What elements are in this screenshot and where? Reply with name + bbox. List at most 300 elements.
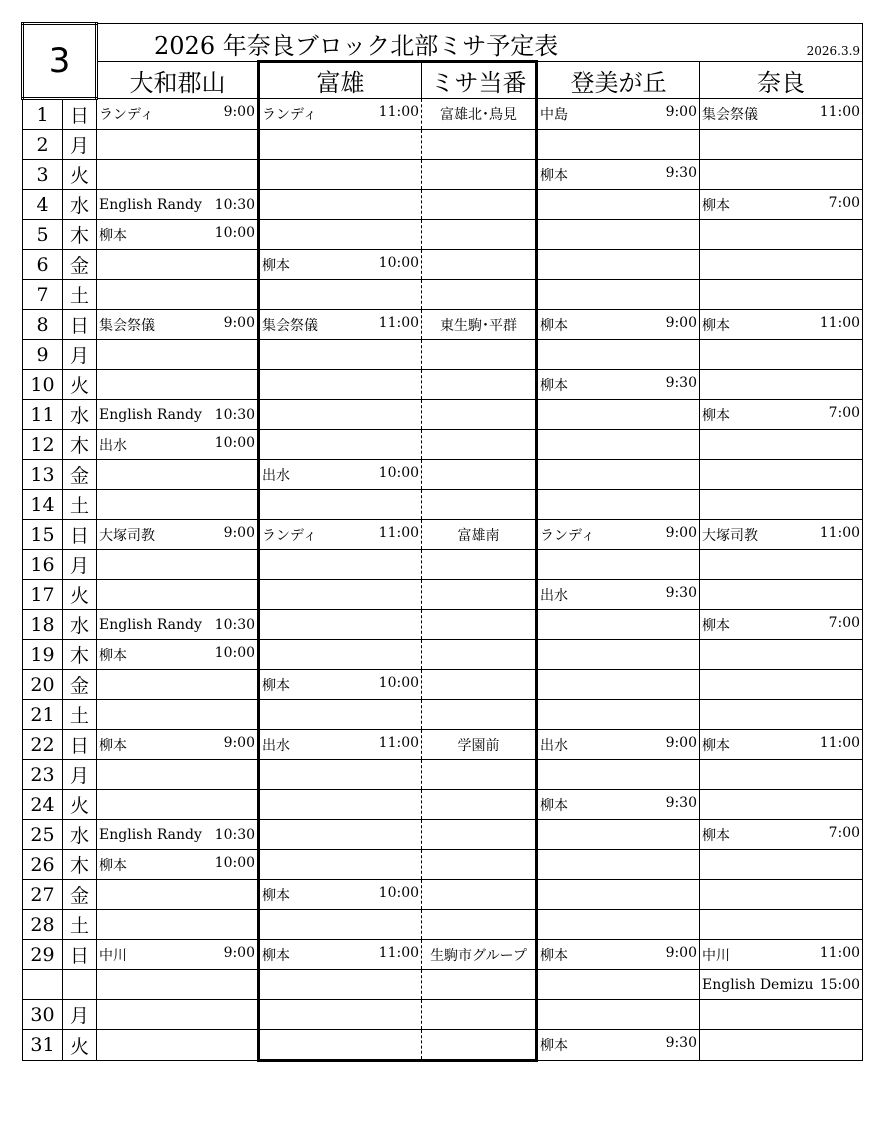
mass-entry — [97, 407, 257, 423]
day-number: 20 — [23, 670, 63, 700]
celebrant: 柳本 — [540, 1038, 569, 1054]
mass-entry — [260, 255, 421, 275]
cell-duty — [422, 550, 537, 580]
mass-entry — [700, 977, 862, 993]
table-row — [23, 99, 863, 130]
cell-tomigaoka — [537, 400, 700, 430]
title-bar — [97, 24, 863, 62]
celebrant: ランディ — [262, 527, 317, 544]
cell-duty — [422, 820, 537, 850]
mass-time: 10:00 — [214, 434, 256, 451]
cell-yamatokoriyama — [97, 1030, 259, 1061]
table-row — [23, 550, 863, 580]
cell-tomio — [259, 99, 422, 130]
celebrant: 柳本 — [540, 377, 569, 394]
cell-tomigaoka — [537, 430, 700, 460]
mass-entry — [260, 675, 421, 695]
cell-yamatokoriyama — [97, 610, 259, 640]
cell-yamatokoriyama — [97, 820, 259, 850]
mass-time: 11:00 — [819, 104, 861, 120]
cell-tomio — [259, 1000, 422, 1030]
celebrant: 柳本 — [702, 617, 731, 634]
mass-entry — [97, 855, 257, 875]
cell-duty — [422, 670, 537, 700]
celebrant: 出水 — [262, 467, 291, 484]
mass-time: 9:00 — [223, 944, 256, 961]
cell-duty — [422, 400, 537, 430]
day-number: 16 — [23, 550, 63, 580]
celebrant: 出水 — [540, 737, 569, 754]
cell-duty — [422, 160, 537, 190]
month-box — [23, 24, 97, 99]
cell-tomio — [259, 640, 422, 670]
mass-time: 9:00 — [665, 734, 698, 751]
table-row — [23, 790, 863, 820]
day-number: 24 — [23, 790, 63, 820]
day-of-week: 水 — [63, 820, 97, 850]
cell-tomio — [259, 760, 422, 790]
mass-time: 7:00 — [828, 614, 861, 631]
day-number: 8 — [23, 310, 63, 340]
mass-time: 9:00 — [665, 944, 698, 961]
mass-entry — [260, 525, 421, 545]
celebrant: 柳本 — [262, 257, 291, 274]
cell-yamatokoriyama — [97, 130, 259, 160]
cell-duty — [422, 220, 537, 250]
mass-time: 10:00 — [378, 464, 420, 481]
day-of-week: 木 — [63, 640, 97, 670]
table-row — [23, 730, 863, 760]
day-of-week: 日 — [63, 99, 97, 130]
mass-entry — [260, 945, 421, 965]
mass-time: 9:00 — [223, 734, 256, 751]
mass-time: 11:00 — [819, 734, 861, 751]
schedule-table — [21, 22, 863, 1062]
cell-tomigaoka — [537, 160, 700, 190]
mass-time: 9:00 — [223, 314, 256, 331]
table-row — [23, 670, 863, 700]
celebrant: ランディ — [99, 107, 154, 123]
celebrant: 中川 — [702, 947, 731, 964]
table-row — [23, 130, 863, 160]
celebrant: 柳本 — [540, 167, 569, 184]
cell-duty — [422, 760, 537, 790]
mass-entry — [700, 615, 862, 635]
cell-nara — [700, 880, 863, 910]
table-row — [23, 700, 863, 730]
cell-tomigaoka — [537, 460, 700, 490]
mass-time: 7:00 — [828, 404, 861, 421]
cell-tomigaoka — [537, 700, 700, 730]
cell-duty — [422, 610, 537, 640]
cell-tomigaoka — [537, 1000, 700, 1030]
cell-nara — [700, 280, 863, 310]
cell-tomio — [259, 370, 422, 400]
cell-nara — [700, 220, 863, 250]
mass-entry — [260, 315, 421, 335]
day-of-week: 火 — [63, 580, 97, 610]
table-row — [23, 1030, 863, 1061]
cell-yamatokoriyama — [97, 370, 259, 400]
col-header-nara: 奈良 — [700, 62, 863, 99]
celebrant: English Demizu — [702, 976, 814, 993]
day-number: 28 — [23, 910, 63, 940]
cell-nara — [700, 910, 863, 940]
cell-nara — [700, 580, 863, 610]
cell-tomio — [259, 490, 422, 520]
mass-entry — [538, 585, 699, 605]
table-row — [23, 970, 863, 1000]
cell-yamatokoriyama — [97, 730, 259, 760]
cell-yamatokoriyama — [97, 220, 259, 250]
table-row — [23, 760, 863, 790]
day-number: 18 — [23, 610, 63, 640]
celebrant: 集会祭儀 — [99, 317, 156, 334]
cell-tomio — [259, 1030, 422, 1061]
cell-nara — [700, 460, 863, 490]
cell-tomigaoka — [537, 370, 700, 400]
mass-time: 10:30 — [214, 616, 256, 633]
mass-time: 10:00 — [214, 854, 256, 871]
mass-entry — [97, 945, 257, 965]
day-number: 7 — [23, 280, 63, 310]
cell-yamatokoriyama — [97, 850, 259, 880]
table-row — [23, 310, 863, 340]
cell-tomigaoka — [537, 640, 700, 670]
day-of-week — [63, 970, 97, 1000]
day-number: 6 — [23, 250, 63, 280]
mass-time: 9:30 — [665, 794, 698, 811]
cell-nara — [700, 700, 863, 730]
cell-yamatokoriyama — [97, 880, 259, 910]
cell-tomigaoka — [537, 970, 700, 1000]
mass-time: 10:00 — [378, 674, 420, 691]
cell-tomio — [259, 730, 422, 760]
celebrant: 出水 — [99, 437, 128, 454]
cell-nara — [700, 400, 863, 430]
cell-tomigaoka — [537, 220, 700, 250]
cell-tomigaoka — [537, 790, 700, 820]
page-title: 2026 年奈良ブロック北部ミサ予定表 — [154, 32, 559, 60]
table-row — [23, 610, 863, 640]
mass-entry — [97, 645, 257, 665]
mass-entry — [538, 525, 699, 545]
mass-entry — [700, 825, 862, 845]
mass-entry — [700, 735, 862, 755]
cell-tomigaoka — [537, 190, 700, 220]
day-number: 19 — [23, 640, 63, 670]
cell-tomio — [259, 910, 422, 940]
mass-entry — [538, 375, 699, 395]
mass-entry — [538, 735, 699, 755]
table-row — [23, 160, 863, 190]
mass-entry — [97, 617, 257, 633]
day-number: 31 — [23, 1030, 63, 1061]
cell-nara — [700, 1000, 863, 1030]
mass-time: 11:00 — [378, 734, 420, 751]
cell-tomigaoka — [537, 730, 700, 760]
cell-tomigaoka — [537, 520, 700, 550]
cell-yamatokoriyama — [97, 940, 259, 970]
day-of-week: 土 — [63, 910, 97, 940]
mass-time: 9:30 — [665, 374, 698, 391]
cell-nara — [700, 1030, 863, 1061]
cell-tomio — [259, 310, 422, 340]
cell-duty — [422, 370, 537, 400]
mass-entry — [538, 104, 699, 124]
cell-duty — [422, 340, 537, 370]
day-of-week: 土 — [63, 280, 97, 310]
mass-time: 9:00 — [665, 524, 698, 541]
cell-nara — [700, 520, 863, 550]
mass-time: 9:30 — [665, 164, 698, 181]
cell-tomio — [259, 670, 422, 700]
cell-tomio — [259, 850, 422, 880]
day-number: 11 — [23, 400, 63, 430]
mass-time: 11:00 — [819, 314, 861, 331]
day-number — [23, 970, 63, 1000]
mass-entry — [97, 435, 257, 455]
cell-yamatokoriyama — [97, 760, 259, 790]
cell-nara — [700, 820, 863, 850]
day-of-week: 月 — [63, 340, 97, 370]
cell-tomigaoka — [537, 1030, 700, 1061]
day-of-week: 土 — [63, 700, 97, 730]
cell-tomigaoka — [537, 910, 700, 940]
cell-tomigaoka — [537, 610, 700, 640]
cell-tomigaoka — [537, 670, 700, 700]
celebrant: 中川 — [99, 947, 128, 964]
cell-nara — [700, 490, 863, 520]
cell-nara — [700, 340, 863, 370]
table-row — [23, 850, 863, 880]
cell-yamatokoriyama — [97, 99, 259, 130]
cell-yamatokoriyama — [97, 250, 259, 280]
cell-nara — [700, 670, 863, 700]
mass-time: 11:00 — [378, 104, 420, 120]
mass-entry — [700, 945, 862, 965]
cell-nara — [700, 99, 863, 130]
day-of-week: 水 — [63, 610, 97, 640]
day-of-week: 土 — [63, 490, 97, 520]
cell-yamatokoriyama — [97, 700, 259, 730]
day-number: 12 — [23, 430, 63, 460]
mass-time: 11:00 — [819, 944, 861, 961]
day-of-week: 木 — [63, 850, 97, 880]
cell-tomio — [259, 580, 422, 610]
mass-entry — [700, 104, 862, 124]
day-number: 22 — [23, 730, 63, 760]
celebrant: 中島 — [540, 107, 569, 123]
day-number: 9 — [23, 340, 63, 370]
day-of-week: 火 — [63, 160, 97, 190]
cell-yamatokoriyama — [97, 160, 259, 190]
cell-nara — [700, 760, 863, 790]
cell-duty — [422, 130, 537, 160]
mass-entry — [538, 945, 699, 965]
col-header-tomio: 富雄 — [259, 62, 422, 99]
cell-tomio — [259, 130, 422, 160]
cell-duty: 学園前 — [422, 730, 537, 760]
day-number: 13 — [23, 460, 63, 490]
cell-nara — [700, 640, 863, 670]
day-number: 27 — [23, 880, 63, 910]
day-number: 3 — [23, 160, 63, 190]
celebrant: ランディ — [262, 107, 317, 123]
cell-tomigaoka — [537, 940, 700, 970]
mass-entry — [97, 104, 257, 124]
celebrant: English Randy — [99, 406, 202, 423]
cell-nara — [700, 850, 863, 880]
day-of-week: 月 — [63, 550, 97, 580]
cell-nara — [700, 310, 863, 340]
day-of-week: 月 — [63, 130, 97, 160]
cell-yamatokoriyama — [97, 970, 259, 1000]
cell-nara — [700, 190, 863, 220]
cell-yamatokoriyama — [97, 1000, 259, 1030]
cell-tomigaoka — [537, 850, 700, 880]
cell-tomigaoka — [537, 310, 700, 340]
day-of-week: 月 — [63, 760, 97, 790]
mass-time: 9:00 — [223, 104, 256, 120]
cell-tomio — [259, 550, 422, 580]
celebrant: 出水 — [540, 587, 569, 604]
mass-entry — [97, 525, 257, 545]
mass-entry — [97, 827, 257, 843]
mass-time: 9:00 — [665, 104, 698, 120]
celebrant: 柳本 — [702, 827, 731, 844]
cell-tomigaoka — [537, 550, 700, 580]
cell-duty: 東生駒･平群 — [422, 310, 537, 340]
mass-entry — [260, 885, 421, 905]
mass-entry — [97, 315, 257, 335]
cell-yamatokoriyama — [97, 430, 259, 460]
cell-duty — [422, 250, 537, 280]
day-of-week: 日 — [63, 730, 97, 760]
cell-tomio — [259, 460, 422, 490]
table-row — [23, 820, 863, 850]
cell-nara — [700, 160, 863, 190]
cell-tomio — [259, 340, 422, 370]
celebrant: 大塚司教 — [702, 527, 759, 544]
day-number: 25 — [23, 820, 63, 850]
day-of-week: 日 — [63, 940, 97, 970]
cell-yamatokoriyama — [97, 910, 259, 940]
table-row — [23, 460, 863, 490]
mass-entry — [97, 225, 257, 245]
cell-tomigaoka — [537, 760, 700, 790]
table-row — [23, 190, 863, 220]
cell-duty — [422, 790, 537, 820]
mass-time: 10:00 — [214, 224, 256, 241]
celebrant: 柳本 — [702, 407, 731, 424]
cell-tomigaoka — [537, 130, 700, 160]
table-row — [23, 880, 863, 910]
cell-tomio — [259, 700, 422, 730]
cell-yamatokoriyama — [97, 580, 259, 610]
celebrant: 柳本 — [99, 857, 128, 874]
mass-time: 10:00 — [378, 884, 420, 901]
celebrant: 柳本 — [99, 737, 128, 754]
cell-nara — [700, 970, 863, 1000]
day-number: 5 — [23, 220, 63, 250]
day-of-week: 月 — [63, 1000, 97, 1030]
cell-tomio — [259, 280, 422, 310]
celebrant: 集会祭儀 — [262, 317, 319, 334]
cell-yamatokoriyama — [97, 280, 259, 310]
cell-yamatokoriyama — [97, 190, 259, 220]
mass-entry — [260, 104, 421, 124]
table-row — [23, 520, 863, 550]
cell-nara — [700, 790, 863, 820]
day-of-week: 金 — [63, 880, 97, 910]
day-of-week: 木 — [63, 430, 97, 460]
col-header-duty: ミサ当番 — [422, 62, 537, 99]
schedule-sheet — [21, 22, 861, 1062]
day-of-week: 木 — [63, 220, 97, 250]
mass-time: 10:00 — [214, 644, 256, 661]
day-number: 26 — [23, 850, 63, 880]
mass-time: 11:00 — [819, 524, 861, 541]
celebrant: 柳本 — [540, 317, 569, 334]
cell-tomigaoka — [537, 340, 700, 370]
mass-time: 9:00 — [223, 524, 256, 541]
mass-entry — [260, 465, 421, 485]
cell-tomio — [259, 790, 422, 820]
cell-tomio — [259, 520, 422, 550]
mass-time: 9:30 — [665, 584, 698, 601]
day-of-week: 日 — [63, 310, 97, 340]
cell-duty — [422, 280, 537, 310]
day-of-week: 金 — [63, 250, 97, 280]
table-row — [23, 430, 863, 460]
cell-duty — [422, 700, 537, 730]
cell-yamatokoriyama — [97, 460, 259, 490]
cell-duty: 生駒市グループ — [422, 940, 537, 970]
cell-nara — [700, 250, 863, 280]
day-number: 4 — [23, 190, 63, 220]
celebrant: 柳本 — [99, 647, 128, 664]
mass-entry — [260, 735, 421, 755]
table-row — [23, 640, 863, 670]
day-of-week: 火 — [63, 790, 97, 820]
mass-time: 9:30 — [665, 1035, 698, 1051]
day-number: 23 — [23, 760, 63, 790]
cell-yamatokoriyama — [97, 670, 259, 700]
table-row — [23, 220, 863, 250]
mass-entry — [97, 735, 257, 755]
cell-tomio — [259, 940, 422, 970]
mass-time: 9:00 — [665, 314, 698, 331]
celebrant: 柳本 — [262, 887, 291, 904]
day-number: 10 — [23, 370, 63, 400]
cell-tomigaoka — [537, 580, 700, 610]
mass-entry — [700, 405, 862, 425]
day-number: 2 — [23, 130, 63, 160]
table-row — [23, 370, 863, 400]
cell-nara — [700, 550, 863, 580]
table-row — [23, 490, 863, 520]
table-row — [23, 580, 863, 610]
table-row — [23, 280, 863, 310]
celebrant: ランディ — [540, 527, 595, 544]
celebrant: 大塚司教 — [99, 527, 156, 544]
day-number: 17 — [23, 580, 63, 610]
col-header-yamatokoriyama: 大和郡山 — [97, 62, 259, 99]
cell-duty — [422, 580, 537, 610]
cell-duty: 富雄北･鳥見 — [422, 99, 537, 130]
cell-duty — [422, 430, 537, 460]
